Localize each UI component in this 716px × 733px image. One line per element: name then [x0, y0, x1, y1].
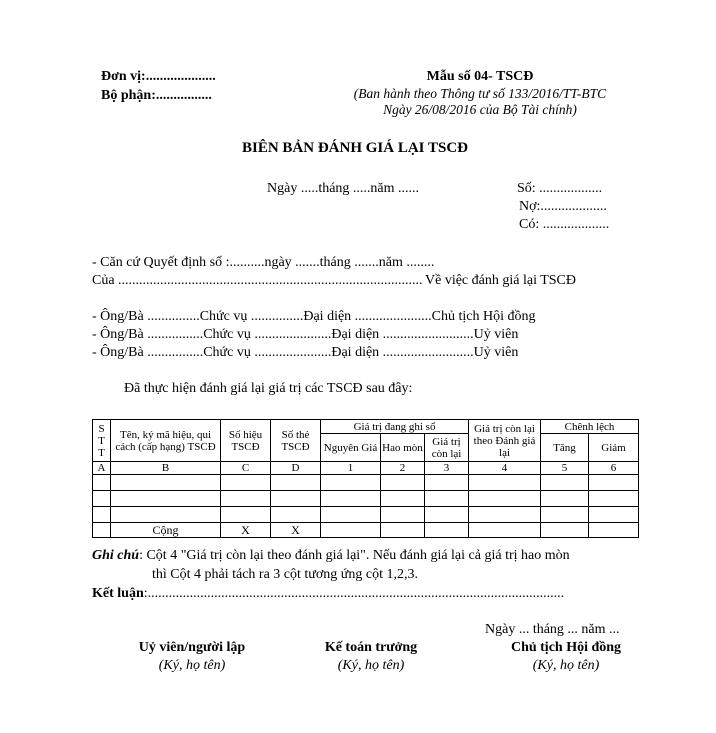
date-line: Ngày .....tháng .....năm ...... [267, 181, 420, 196]
header-asset-name: Tên, ký mã hiệu, qui cách (cấp hạng) TSCĐ [111, 420, 221, 462]
total-code-x: X [221, 523, 271, 538]
signer-title-chief-accountant: Kế toán trưởng [324, 640, 418, 655]
signer-title-member: Uỷ viên/người lập [138, 640, 246, 655]
signer-title-chairman: Chủ tịch Hội đồng [510, 640, 622, 655]
basis-line-2-right: Về việc đánh giá lại TSCĐ [425, 273, 576, 288]
header-asset-code: Số hiệu TSCĐ [221, 420, 271, 462]
code-cell: A [93, 462, 111, 475]
table-row [93, 491, 639, 507]
basis-line-1: - Căn cứ Quyết định số :..........ngày .......tháng .......năm ........ [92, 255, 435, 270]
table-row [93, 507, 639, 523]
header-stt: S T T [93, 420, 111, 462]
code-cell: 2 [381, 462, 425, 475]
council-member-2: - Ông/Bà ................Chức vụ ......................Đại diện ..........................Uỷ viên [92, 327, 519, 342]
document-title: BIÊN BẢN ĐÁNH GIÁ LẠI TSCĐ [241, 140, 469, 156]
code-cell: D [271, 462, 321, 475]
header-difference-group: Chênh lệch [541, 420, 639, 434]
table-row [93, 475, 639, 491]
code-cell: 4 [469, 462, 541, 475]
code-cell: B [111, 462, 221, 475]
unit-field: Đơn vị:.................... [101, 69, 216, 84]
signature-date: Ngày ... tháng ... năm ... [485, 622, 620, 637]
header-depreciation: Hao mòn [381, 434, 425, 462]
total-row [93, 523, 639, 538]
header-revalued-remaining: Giá trị còn lại theo Đánh giá lại [469, 420, 541, 462]
ledger-co: Có: ................... [519, 217, 610, 232]
header-remaining-value: Giá trị còn lại [425, 434, 469, 462]
signer-note-member: (Ký, họ tên) [158, 658, 226, 673]
revaluation-table [92, 419, 639, 538]
note-line-1 [92, 548, 570, 564]
legal-basis-line-1: (Ban hành theo Thông tư số 133/2016/TT-BTC [353, 86, 607, 101]
code-cell: 3 [425, 462, 469, 475]
note-text: : Cột 4 "Giá trị còn lại theo đánh giá lại". Nếu đánh giá lại cả giá trị hao mòn [139, 548, 570, 563]
legal-basis-line-2: Ngày 26/08/2016 của Bộ Tài chính) [383, 102, 577, 117]
header-original-cost: Nguyên Giá [321, 434, 381, 462]
signer-note-chief-accountant: (Ký, họ tên) [337, 658, 405, 673]
ledger-so: Số: .................. [517, 181, 603, 196]
note-label: Ghi chú [92, 548, 140, 563]
code-row [93, 462, 639, 475]
conclusion-line [92, 586, 564, 602]
department-field: Bộ phận:................ [101, 88, 212, 103]
header-increase: Tăng [541, 434, 589, 462]
total-label: Cộng [111, 523, 221, 538]
code-cell: 1 [321, 462, 381, 475]
ledger-no: Nợ:................... [519, 199, 607, 214]
conclusion-dots: :....................................................................................................................... [143, 586, 565, 601]
header-card-number: Số thẻ TSCĐ [271, 420, 321, 462]
header-book-value-group: Giá trị đang ghi sổ [321, 420, 469, 434]
council-member-3: - Ông/Bà ................Chức vụ ......................Đại diện ..........................Uỷ viên [92, 345, 519, 360]
conclusion-label: Kết luận [92, 586, 144, 601]
header-decrease: Giảm [589, 434, 639, 462]
council-member-1: - Ông/Bà ...............Chức vụ ...............Đại diện ......................Chủ tịch Hội đồng [92, 309, 536, 324]
code-cell: C [221, 462, 271, 475]
signer-note-chairman: (Ký, họ tên) [532, 658, 600, 673]
basis-line-2-left: Của ....................................................................................... [92, 273, 423, 288]
code-cell: 6 [589, 462, 639, 475]
code-cell: 5 [541, 462, 589, 475]
intro-text: Đã thực hiện đánh giá lại giá trị các TSCĐ sau đây: [124, 381, 413, 396]
form-code: Mẫu số 04- TSCĐ [426, 69, 534, 84]
total-card-x: X [271, 523, 321, 538]
note-line-2: thì Cột 4 phải tách ra 3 cột tương ứng cột 1,2,3. [152, 567, 418, 582]
